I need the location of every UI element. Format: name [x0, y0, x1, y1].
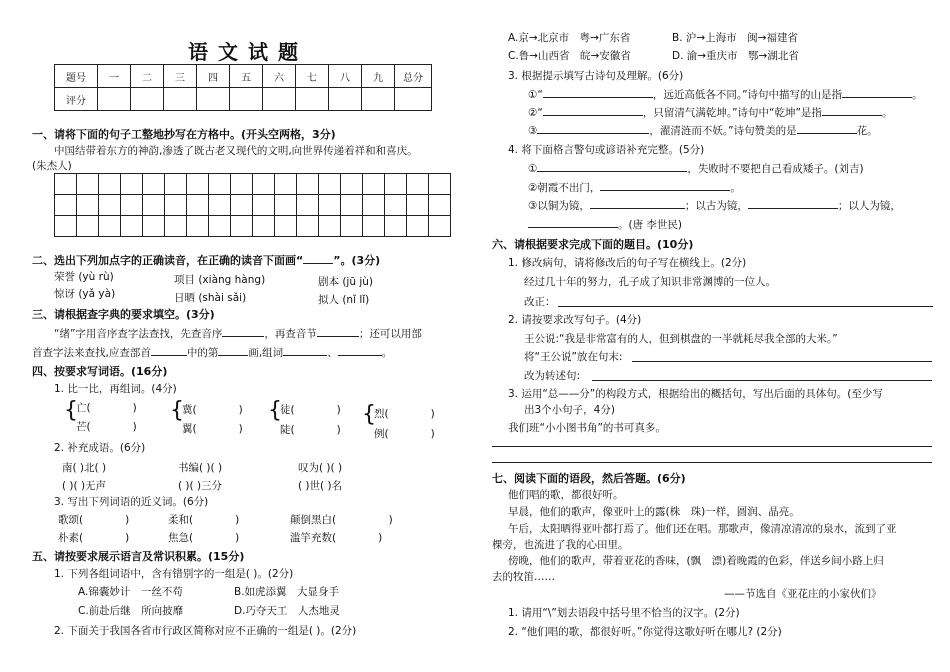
- score-input-cell[interactable]: [395, 88, 432, 111]
- q6-sub2: 2. 请按要求改写句子。(4分): [508, 314, 642, 326]
- score-header-row: [55, 65, 432, 88]
- q7-paragraph: 棵旁，也流进了我的心田里。: [492, 539, 629, 551]
- score-input-cell[interactable]: [362, 88, 395, 111]
- answer-blank[interactable]: [543, 115, 643, 116]
- answer-blank[interactable]: [842, 97, 912, 98]
- score-cell: 九: [362, 65, 395, 88]
- synonym: 颠倒黑白( ): [290, 514, 393, 526]
- q2-option: 剧本 (jū jù): [318, 276, 374, 288]
- brace: {: [64, 398, 78, 423]
- q2-option: 日晒 (shài sǎi): [174, 292, 247, 304]
- answer-blank[interactable]: [797, 133, 857, 134]
- q2-heading-tail: ”。(3分): [333, 254, 381, 267]
- answer-blank[interactable]: [590, 208, 685, 209]
- compare-item: 亡( ): [76, 402, 137, 414]
- proverb-line: ① ，失败时不要把自己看成矮子。(刘吉): [528, 163, 864, 175]
- idiom: ( )世( )名: [298, 480, 343, 492]
- q5-option: A.锦囊妙计 一丝不苟: [78, 586, 183, 598]
- score-input-cell[interactable]: [263, 88, 296, 111]
- score-input-cell[interactable]: [164, 88, 197, 111]
- score-cell: 一: [98, 65, 131, 88]
- q5b-option: D. 渝→重庆市 鄂→湖北省: [672, 50, 799, 62]
- score-value-row: [55, 88, 432, 111]
- q1-sentence: 中国结带着东方的神韵,渗透了既古老又现代的文明,向世界传递着祥和和喜庆。: [54, 145, 418, 157]
- q6-sub3-b: 出3个小句子，4分): [524, 404, 615, 416]
- answer-blank[interactable]: [338, 355, 382, 356]
- score-input-cell[interactable]: [230, 88, 263, 111]
- synonym: 柔和( ): [168, 514, 240, 526]
- score-input-cell[interactable]: [98, 88, 131, 111]
- q2-heading-text: 二、选出下列加点字的正确读音，在正确的读音下面画“: [32, 254, 304, 267]
- answer-blank[interactable]: [218, 355, 248, 356]
- q5-option: D.巧夺天工 人杰地灵: [234, 605, 340, 617]
- compare-item: 芒( ): [76, 421, 137, 433]
- poem-line: ③ ，濯清涟而不妖。”诗句赞美的是 花。: [528, 125, 878, 137]
- q6-sub3-text: 我们班“小小图书角”的书可真多。: [508, 422, 666, 434]
- q4-sub3: 3. 写出下列词语的近义词。(6分): [54, 496, 209, 508]
- score-cell: 四: [197, 65, 230, 88]
- score-cell: 五: [230, 65, 263, 88]
- score-input-cell[interactable]: [296, 88, 329, 111]
- q6-sub2-text: 王公说:“我是非常富有的人，但到棋盘的一半就耗尽我全部的大米。”: [524, 333, 838, 345]
- q4-sub2: 2. 补充成语。(6分): [54, 442, 146, 454]
- poem-line: ①“ ，远近高低各不同。”诗句中描写的山是指 。: [528, 89, 923, 101]
- answer-blank[interactable]: [151, 355, 187, 356]
- answer-blank[interactable]: [537, 133, 649, 134]
- q7-paragraph: 午后，太阳晒得亚叶都打焉了。他们还在唱。那歌声，像清凉清凉的泉水，流到了亚: [508, 523, 897, 535]
- q7-source: ——节选自《亚花庄的小家伙们》: [724, 588, 882, 600]
- q5-sub1: 1. 下列各组词语中，含有错别字的一组是( )。(2分): [54, 568, 294, 580]
- idiom: 书编( )( ): [178, 462, 223, 474]
- q7-paragraph: 去的牧笛……: [492, 571, 555, 583]
- answer-line[interactable]: [492, 462, 932, 463]
- answer-blank[interactable]: [317, 336, 359, 337]
- score-cell: 六: [263, 65, 296, 88]
- synonym: 歌颂( ): [58, 514, 130, 526]
- synonym: 朴素( ): [58, 532, 130, 544]
- compare-item: 徒( ): [280, 404, 341, 416]
- q6-sub3: 3. 运用“总——分”的构段方式，根据给出的概括句，写出后面的具体句。(至少写: [508, 388, 883, 400]
- answer-blank[interactable]: [822, 115, 882, 116]
- answer-blank[interactable]: [528, 227, 618, 228]
- score-cell: 三: [164, 65, 197, 88]
- q6-sub1: 1. 修改病句，请将修改后的句子写在横线上。(2分): [508, 257, 747, 269]
- q2-option: 拟人 (nǐ lǐ): [318, 294, 370, 306]
- answer-blank[interactable]: [600, 190, 730, 191]
- q4-heading: 四、按要求写词语。(16分): [32, 365, 168, 378]
- q4-sub1: 1. 比一比，再组词。(4分): [54, 383, 177, 395]
- proverb-line: 。(唐 李世民): [528, 217, 682, 232]
- q5-4-heading: 4. 将下面格言警句或谚语补充完整。(5分): [508, 144, 705, 156]
- answer-blank[interactable]: [748, 208, 838, 209]
- q5-3-heading: 3. 根据提示填写古诗句及理解。(6分): [508, 70, 684, 82]
- score-input-cell[interactable]: [329, 88, 362, 111]
- synonym: 焦急( ): [168, 532, 240, 544]
- answer-line[interactable]: [632, 361, 932, 362]
- q6-sub1-text: 经过几十年的努力，孔子成了知识非常渊博的一位人。: [524, 276, 776, 288]
- score-cell: 总分: [395, 65, 432, 88]
- synonym: 滥竽充数( ): [290, 532, 383, 544]
- q2-option: 项目 (xiàng hàng): [174, 274, 266, 286]
- idiom: ( )( )无声: [62, 480, 107, 492]
- q2-option: 荣誉 (yù rù): [54, 271, 114, 283]
- score-input-cell[interactable]: [131, 88, 164, 111]
- q3-line1: “绪”字用音序查字法查找，先查音序 ，再查音节 ；还可以用部: [54, 328, 422, 340]
- q5b-option: A.京→北京市 粤→广东省: [508, 32, 631, 44]
- q5-heading: 五、请按要求展示语言及常识积累。(15分): [32, 550, 245, 563]
- q1-source: (朱杰人): [32, 160, 72, 172]
- q6-sub2-a: 将“王公说”放在句末:: [524, 351, 623, 363]
- brace: {: [170, 398, 184, 423]
- q7-heading: 七、阅读下面的语段，然后答题。(6分): [492, 472, 686, 485]
- compare-item: 例( ): [374, 428, 435, 440]
- q5b-option: B. 沪→上海市 闽→福建省: [672, 32, 798, 44]
- brace: {: [268, 398, 282, 423]
- compare-item: 翼( ): [182, 423, 243, 435]
- q6-sub2-b: 改为转述句:: [524, 370, 581, 382]
- answer-line[interactable]: [492, 446, 932, 447]
- idiom: 叹为( )( ): [298, 462, 343, 474]
- score-cell: 题号: [55, 65, 98, 88]
- q7-paragraph: 他们唱的歌，都很好听。: [508, 489, 624, 501]
- compare-item: 烈( ): [374, 408, 435, 420]
- score-table: [54, 64, 432, 111]
- answer-blank[interactable]: [222, 336, 264, 337]
- answer-blank[interactable]: [543, 97, 653, 98]
- answer-blank[interactable]: [283, 355, 327, 356]
- q6-heading: 六、请根据要求完成下面的题目。(10分): [492, 238, 694, 251]
- q6-fix-label: 改正：: [524, 296, 556, 308]
- poem-line: ②“ ，只留清气满乾坤。”诗句中“乾坤”是指 。: [528, 107, 893, 119]
- q5-option: B.如虎添翼 大显身手: [234, 586, 340, 598]
- brace: {: [362, 402, 376, 427]
- q7-question: 1. 请用“\”划去语段中括号里不恰当的汉字。(2分): [508, 607, 740, 619]
- answer-blank[interactable]: [537, 171, 687, 172]
- score-cell: 二: [131, 65, 164, 88]
- answer-line[interactable]: [592, 380, 932, 381]
- exam-title: 语文试题: [188, 40, 308, 64]
- q7-paragraph: 早晨，他们的歌声，像亚叶上的露(株 珠)一样，圆润、晶亮。: [508, 506, 800, 518]
- score-cell: 评分: [55, 88, 98, 111]
- q2-option: 惊讶 (yǎ yà): [54, 288, 116, 300]
- score-cell: 八: [329, 65, 362, 88]
- compare-item: 冀( ): [182, 404, 243, 416]
- q5-sub2: 2. 下面关于我国各省市行政区简称对应不正确的一组是( )。(2分): [54, 625, 357, 637]
- q3-line2: 首查字法来查找,应查部首 中的第 画,组词 、 。: [32, 347, 393, 359]
- q7-question: 2. “他们唱的歌，都很好听。”你觉得这歌好听在哪儿? (2分): [508, 626, 782, 638]
- q5b-option: C.鲁→山西省 皖→安徽省: [508, 50, 631, 62]
- proverb-line: ②朝霞不出门， 。: [528, 182, 741, 194]
- q1-heading: 一、请将下面的句子工整地抄写在方格中。(开头空两格，3分): [32, 128, 336, 141]
- q2-heading: [32, 252, 380, 268]
- idiom: ( )( )三分: [178, 480, 223, 492]
- score-cell: 七: [296, 65, 329, 88]
- answer-line[interactable]: [558, 306, 933, 307]
- idiom: 南( )北( ): [62, 462, 107, 474]
- writing-grid[interactable]: [54, 173, 451, 237]
- q3-heading: 三、请根据查字典的要求填空。(3分): [32, 308, 215, 321]
- q7-paragraph: 傍晚，他们的歌声，带着亚花的香味，(飘 漂)着晚霞的色彩，伴送乡间小路上归: [508, 555, 884, 567]
- proverb-line: ③以铜为镜， ；以古为镜， ；以人为镜，: [528, 200, 901, 212]
- score-input-cell[interactable]: [197, 88, 230, 111]
- q5-option: C.前赴后继 所向披靡: [78, 605, 184, 617]
- compare-item: 陡( ): [280, 424, 341, 436]
